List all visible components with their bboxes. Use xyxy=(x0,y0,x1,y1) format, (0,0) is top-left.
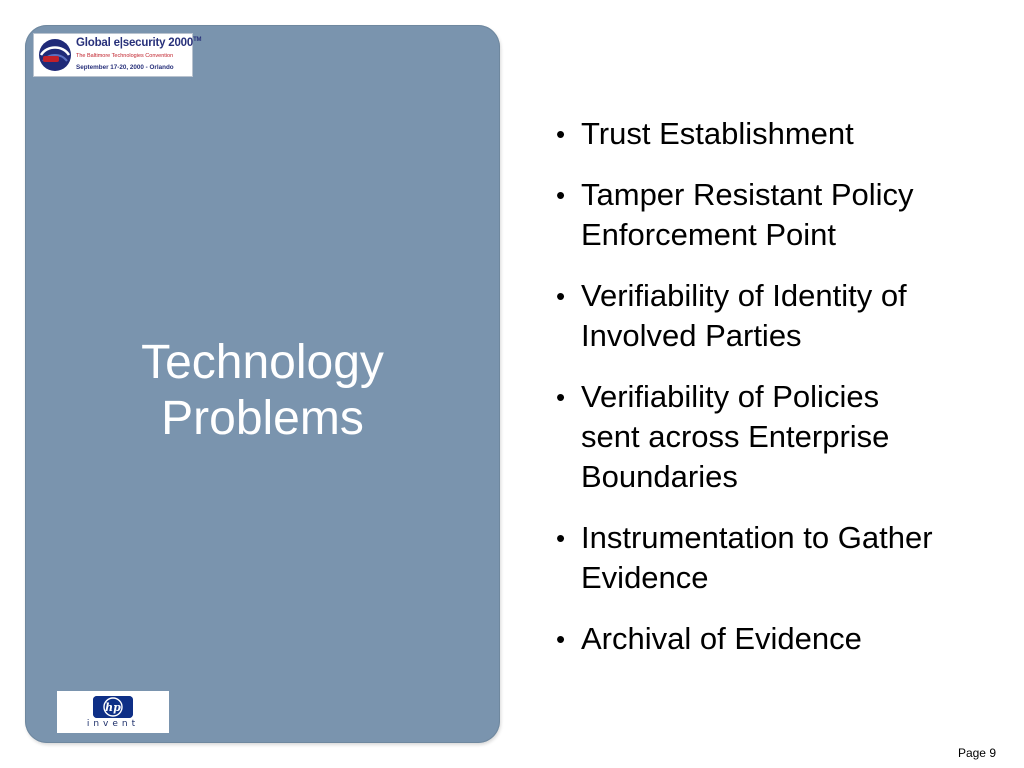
bullet-text: • Trust Establishment xyxy=(581,116,854,151)
conference-subtitle: The Baltimore Technologies Convention xyxy=(76,53,174,59)
bullet-text: • Archival of Evidence xyxy=(581,621,862,656)
globe-logo-icon xyxy=(37,37,73,73)
bullet-text: • Instrumentation to Gather xyxy=(581,520,933,555)
conference-title: Global e|security 2000™ xyxy=(76,37,202,49)
bullet-item xyxy=(556,619,996,659)
slide-title-line: Problems xyxy=(161,392,364,445)
slide-title-line: Technology xyxy=(141,336,384,389)
bullet-text: Boundaries xyxy=(581,459,738,494)
bullet-text: • Verifiability of Identity of xyxy=(581,278,907,313)
conference-dates: September 17-20, 2000 - Orlando xyxy=(76,64,174,71)
bullet-text: Enforcement Point xyxy=(581,217,837,252)
bullet-text: • Tamper Resistant Policy xyxy=(581,177,914,212)
conference-logo xyxy=(33,33,202,77)
bullet-text: • Verifiability of Policies xyxy=(581,379,880,414)
bullet-text: Evidence xyxy=(581,560,709,595)
hp-invent-logo xyxy=(57,691,169,733)
page-number: Page 9 xyxy=(957,746,996,760)
bullet-text: Involved Parties xyxy=(581,318,802,353)
bullet-item xyxy=(556,175,996,255)
bullet-item xyxy=(556,518,996,598)
hp-logo-mark: hp xyxy=(105,701,121,714)
hp-tagline: invent xyxy=(86,719,140,729)
bullet-list xyxy=(556,114,996,680)
slide-title xyxy=(25,335,500,447)
bullet-text: sent across Enterprise xyxy=(581,419,890,454)
bullet-item xyxy=(556,114,996,154)
bullet-item xyxy=(556,276,996,356)
bullet-item xyxy=(556,377,996,497)
hp-logo-icon xyxy=(93,696,133,718)
